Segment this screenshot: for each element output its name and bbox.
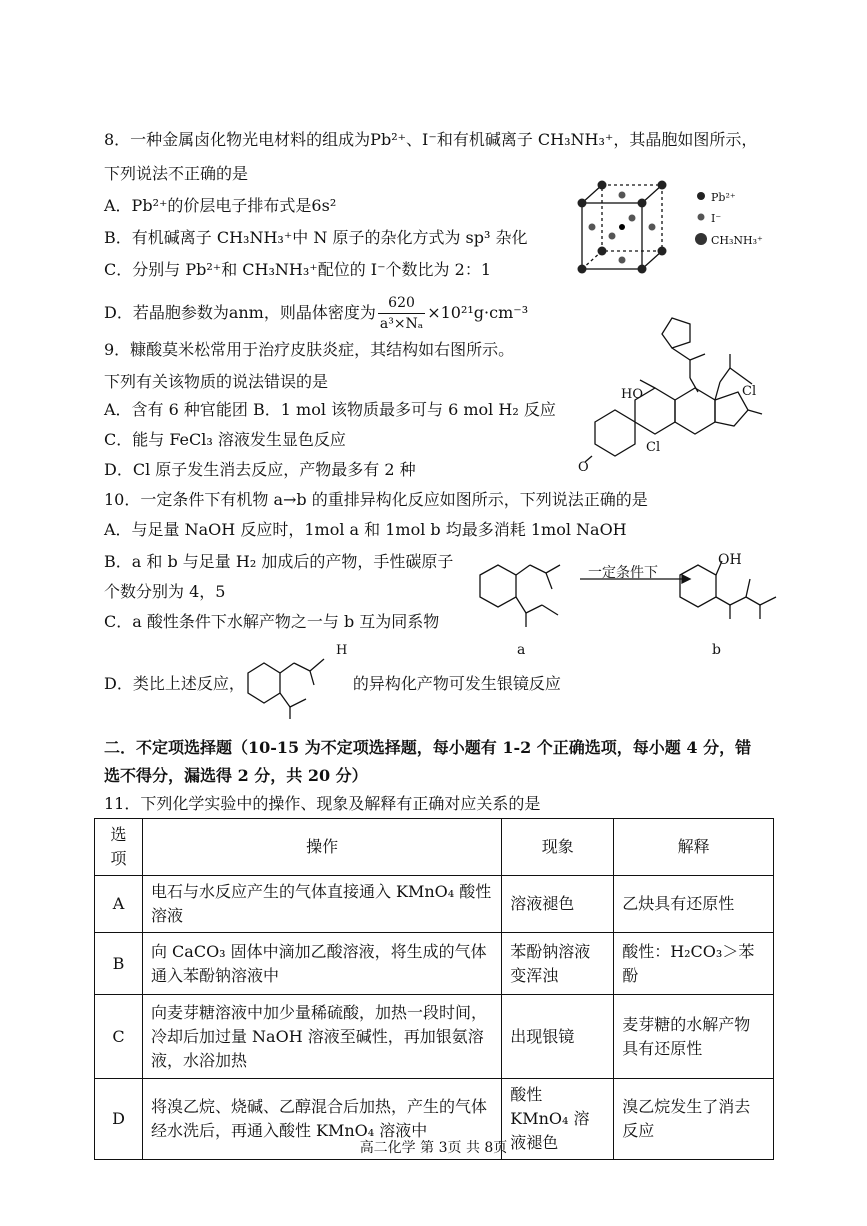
chlorine-label-1: Cl — [742, 384, 757, 399]
phenol-oh-label: OH — [718, 552, 742, 568]
q8-stem-line1: 8．一种金属卤化物光电材料的组成为Pb²⁺、I⁻和有机碱离子 CH₃NH₃⁺，其晶胞如图所示， — [104, 130, 758, 149]
fraction-numerator: 620 — [378, 293, 425, 314]
table-row — [95, 933, 774, 995]
row-option: D — [95, 1079, 143, 1160]
q11-stem: 11．下列化学实验中的操作、现象及解释有正确对应关系的是 — [104, 794, 541, 813]
q10-option-b-line2: 个数分别为 4，5 — [104, 582, 226, 601]
header-option: 选项 — [95, 819, 143, 876]
row-explanation: 溴乙烷发生了消去反应 — [614, 1079, 774, 1160]
fraction-denominator: a³×Nₐ — [379, 316, 424, 332]
header-operation: 操作 — [142, 819, 501, 876]
q10-option-d-prefix: D．类比上述反应， — [104, 674, 245, 693]
q8-option-c: C．分别与 Pb²⁺和 CH₃NH₃⁺配位的 I⁻个数比为 2：1 — [104, 260, 492, 279]
section2-title-line1: 二．不定项选择题（10-15 为不定项选择题，每小题有 1-2 个正确选项，每小题 4 分，错 — [104, 738, 752, 757]
q10-option-a: A．与足量 NaOH 反应时，1mol a 和 1mol b 均最多消耗 1mol NaOH — [104, 520, 627, 539]
q8-option-d — [104, 293, 528, 334]
q9-option-c: C．能与 FeCl₃ 溶液发生显色反应 — [104, 430, 346, 449]
row-operation: 将溴乙烷、烧碱、乙醇混合后加热，产生的气体经水洗后，再通入酸性 KMnO₄ 溶液中 — [142, 1079, 501, 1160]
row-option: C — [95, 995, 143, 1079]
chlorine-label-2: Cl — [646, 440, 661, 455]
table-row — [95, 876, 774, 933]
q9-stem-line1: 9．糠酸莫米松常用于治疗皮肤炎症，其结构如右图所示。 — [104, 340, 515, 359]
row-phenomenon: 酸性 KMnO₄ 溶液褪色 — [502, 1079, 614, 1160]
q8-option-b: B．有机碱离子 CH₃NH₃⁺中 N 原子的杂化方式为 sp³ 杂化 — [104, 228, 528, 247]
q9-option-ab: A．含有 6 种官能团 B．1 mol 该物质最多可与 6 mol H₂ 反应 — [104, 400, 556, 419]
row-option: A — [95, 876, 143, 933]
q10-option-b-line1: B．a 和 b 与足量 H₂ 加成后的产物，手性碳原子 — [104, 552, 454, 571]
unit-cell-diagram — [570, 175, 770, 285]
q8-option-a: A．Pb²⁺的价层电子排布式是6s² — [104, 196, 337, 215]
q8-option-d-prefix: D．若晶胞参数为anm，则晶体密度为 — [104, 303, 376, 322]
table-row — [95, 995, 774, 1079]
row-explanation: 乙炔具有还原性 — [614, 876, 774, 933]
density-fraction — [378, 293, 425, 334]
q9-option-d: D．Cl 原子发生消去反应，产物最多有 2 种 — [104, 460, 416, 479]
q10-option-d-suffix: 的异构化产物可发生银镜反应 — [352, 674, 561, 693]
row-operation: 向麦芽糖溶液中加少量稀硫酸，加热一段时间，冷却后加过量 NaOH 溶液至碱性，再加银氨溶液，水浴加热 — [142, 995, 501, 1079]
q9-stem-line2: 下列有关该物质的说法错误的是 — [104, 372, 329, 391]
row-operation: 电石与水反应产生的气体直接通入 KMnO₄ 酸性溶液 — [142, 876, 501, 933]
q10-option-c: C．a 酸性条件下水解产物之一与 b 互为同系物 — [104, 612, 440, 631]
row-explanation: 麦芽糖的水解产物具有还原性 — [614, 995, 774, 1079]
formyl-h-label: H — [336, 643, 348, 658]
row-explanation: 酸性：H₂CO₃＞苯酚 — [614, 933, 774, 995]
header-phenomenon: 现象 — [502, 819, 614, 876]
compound-a-label: a — [517, 642, 526, 658]
q11-table — [94, 818, 774, 1160]
page-footer: 高二化学 第 3页 共 8页 — [359, 1140, 508, 1156]
reaction-condition: 一定条件下 — [588, 565, 658, 581]
section2-title-line2: 选不得分，漏选得 2 分，共 20 分） — [104, 766, 368, 785]
q10-stem: 10．一定条件下有机物 a→b 的重排异构化反应如图所示，下列说法正确的是 — [104, 490, 648, 509]
compound-b-label: b — [712, 642, 721, 658]
hydroxyl-label: HO — [621, 387, 643, 402]
header-explanation: 解释 — [614, 819, 774, 876]
legend-pb: Pb²⁺ — [711, 191, 736, 204]
row-phenomenon: 溶液褪色 — [502, 876, 614, 933]
q8-stem-line2: 下列说法不正确的是 — [104, 164, 249, 183]
legend-methylammonium: CH₃NH₃⁺ — [711, 234, 763, 247]
ketone-label: O — [578, 460, 589, 475]
reaction-scheme — [470, 545, 790, 645]
legend-iodide: I⁻ — [711, 212, 722, 225]
row-phenomenon: 出现银镜 — [502, 995, 614, 1079]
table-header-row — [95, 819, 774, 876]
row-phenomenon: 苯酚钠溶液变浑浊 — [502, 933, 614, 995]
row-option: B — [95, 933, 143, 995]
row-operation: 向 CaCO₃ 固体中滴加乙酸溶液，将生成的气体通入苯酚钠溶液中 — [142, 933, 501, 995]
q8-option-d-suffix: ×10²¹g·cm⁻³ — [427, 303, 529, 322]
